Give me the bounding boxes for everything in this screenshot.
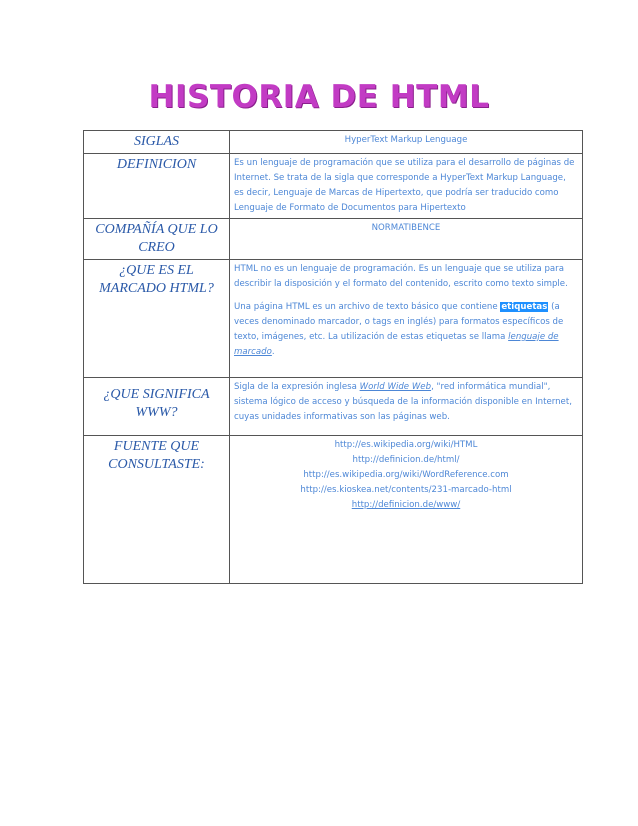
table-row — [84, 260, 583, 378]
row-label-que-es: ¿QUE ES EL MARCADO HTML? — [84, 260, 230, 378]
row-label-compania: COMPAÑÍA QUE LO CREO — [84, 219, 230, 260]
source-link[interactable]: http://es.wikipedia.org/wiki/HTML — [334, 440, 478, 450]
row-label-definicion: DEFINICION — [84, 154, 230, 219]
row-value-compania: NORMATIBENCE — [230, 219, 583, 260]
history-table — [83, 130, 583, 584]
text-run: Una página HTML es un archivo de texto básico que contiene — [234, 302, 498, 312]
text-run: , "red informática mundial", sistema lógico de acceso y búsqueda de la información disponible en Internet, cuyas unidades informativas son las páginas web. — [234, 382, 572, 422]
source-link[interactable]: http://es.wikipedia.org/wiki/WordReference.com — [303, 470, 509, 480]
italic-term: World Wide Web — [359, 382, 432, 392]
row-value-que-es — [230, 260, 583, 378]
row-value-fuentes — [230, 436, 583, 584]
table-row — [84, 219, 583, 260]
row-value-definicion: Es un lenguaje de programación que se utiliza para el desarrollo de páginas de Internet. Se trata de la sigla que corresponde a HyperText Markup Language, es decir, Lenguaje de Marcas de Hipertexto, que podría ser traducido como Lenguaje de Formato de Documentos para Hipertexto — [230, 154, 583, 219]
paragraph — [234, 300, 578, 360]
row-value-www — [230, 378, 583, 436]
row-label-www: ¿QUE SIGNIFICA WWW? — [84, 378, 230, 436]
table-row — [84, 378, 583, 436]
paragraph-gap — [234, 292, 578, 300]
source-link[interactable]: http://definicion.de/www/ — [351, 500, 461, 510]
page-title: HISTORIA DE HTML — [148, 79, 490, 115]
row-label-siglas: SIGLAS — [84, 131, 230, 154]
paragraph: HTML no es un lenguaje de programación. Es un lenguaje que se utiliza para describir la disposición y el formato del contenido, escrito como texto simple. — [234, 264, 568, 289]
italic-term: lenguaje de marcado — [234, 332, 559, 357]
row-value-siglas: HyperText Markup Lenguage — [230, 131, 583, 154]
source-link[interactable]: http://es.kioskea.net/contents/231-marcado-html — [300, 485, 512, 495]
table-row — [84, 154, 583, 219]
text-run: Sigla de la expresión inglesa — [234, 382, 357, 392]
table-row — [84, 131, 583, 154]
row-label-fuentes: FUENTE QUE CONSULTASTE: — [84, 436, 230, 584]
table-row — [84, 436, 583, 584]
source-link[interactable]: http://definicion.de/html/ — [352, 455, 460, 465]
text-run: . — [271, 347, 275, 357]
text-run: (a veces denominado marcador, o tags en inglés) para formatos específicos de texto, imágenes, etc. La utilización de estas etiquetas se llama — [234, 302, 564, 342]
highlighted-term: etiquetas — [501, 302, 548, 312]
